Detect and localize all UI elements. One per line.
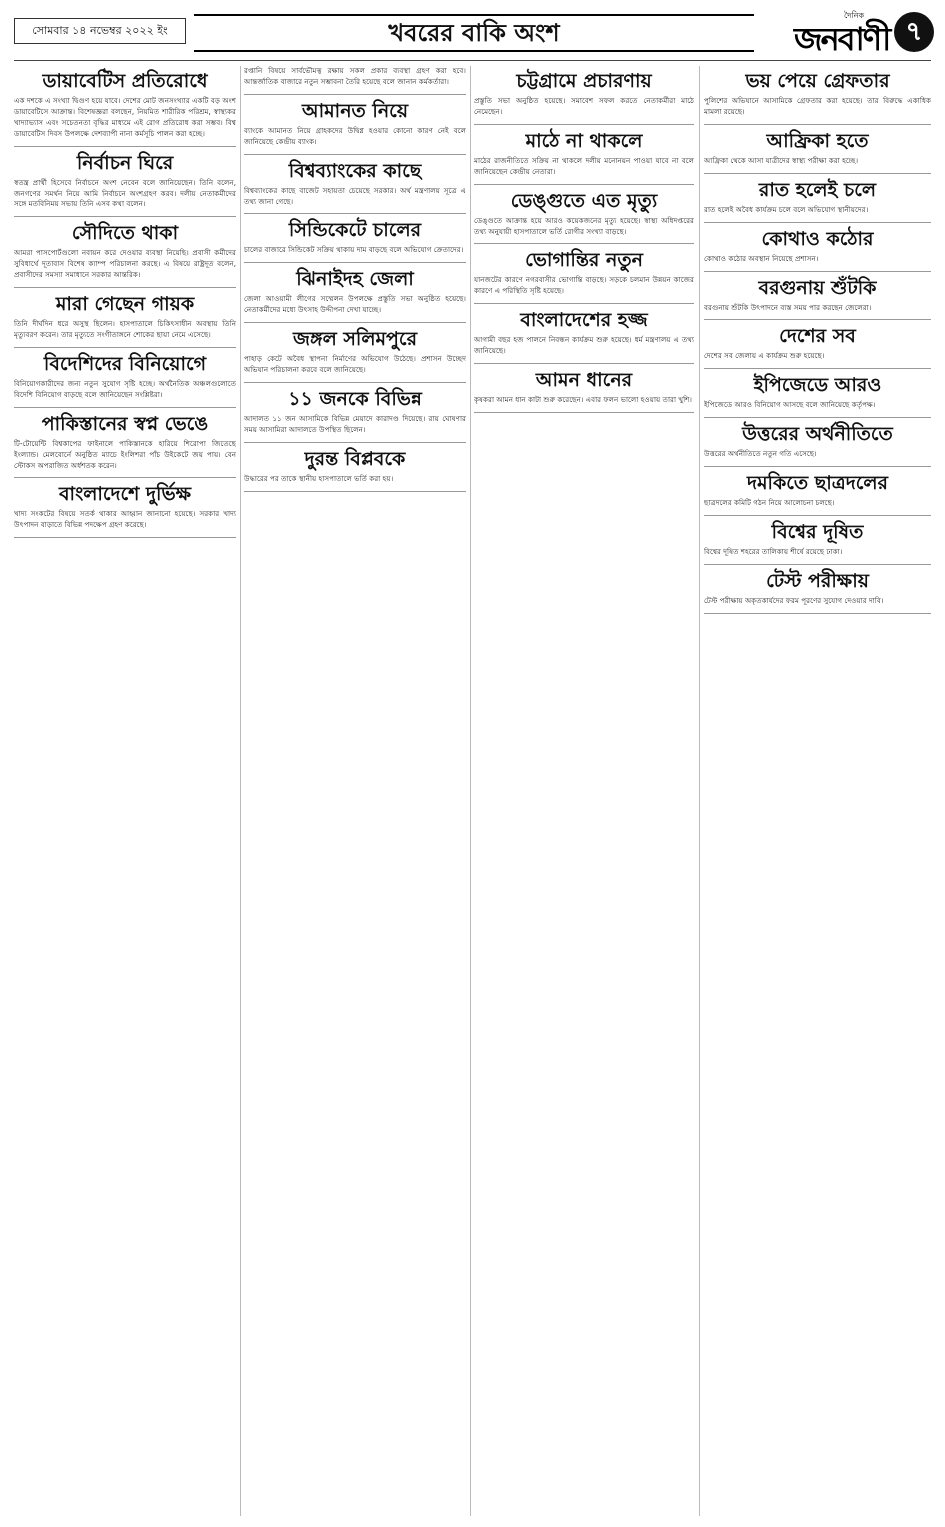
story-headline: আমন ধানের — [535, 369, 633, 392]
brand-name: জনবাণী — [794, 20, 890, 58]
story-body: বিশ্বব্যাংকের কাছে বাজেট সহায়তা চেয়েছে সরকার। অর্থ মন্ত্রণালয় সূত্রে এ তথ্য জানা গেছে। — [244, 185, 466, 206]
news-story — [704, 570, 931, 607]
story-body: যানজটের কারণে নগরবাসীর ভোগান্তি বাড়ছে। সড়কে চলমান উন্নয়ন কাজের কারণে এ পরিস্থিতি সৃষ্টি হয়েছে। — [474, 275, 694, 296]
story-headline: ডেঙ্গুতে এত মৃত্যু — [510, 189, 658, 212]
news-story — [14, 483, 236, 531]
story-separator — [244, 154, 466, 155]
story-separator — [704, 564, 931, 565]
header-rule — [14, 60, 931, 61]
news-story — [14, 152, 236, 211]
story-body: ছাত্রদলের কমিটি গঠন নিয়ে আলোচনা চলছে। — [704, 498, 835, 508]
story-headline: নির্বাচন ঘিরে — [76, 151, 174, 174]
story-body: ইপিজেডে আরও বিনিয়োগ আসছে বলে জানিয়েছে কর্তৃপক্ষ। — [704, 400, 876, 410]
story-body: খাদ্য সংকটের বিষয়ে সতর্ক থাকার আহ্বান জানানো হয়েছে। সরকার খাদ্য উৎপাদন বাড়াতে বিভিন্ন পদক্ষেপ গ্রহণ করেছে। — [14, 509, 236, 530]
story-body: কোথাও কঠোর অবস্থান নিয়েছে প্রশাসন। — [704, 253, 819, 263]
story-body: পাহাড় কেটে অবৈধ স্থাপনা নির্মাণের অভিযোগ উঠেছে। প্রশাসন উচ্ছেদ অভিযান পরিচালনা করবে বলে জানিয়েছে। — [244, 354, 466, 375]
story-separator — [14, 287, 236, 288]
story-headline: মাঠে না থাকলে — [525, 129, 643, 152]
section-banner — [194, 14, 754, 52]
column-divider — [470, 66, 471, 1516]
news-story — [704, 70, 931, 118]
story-body: উদ্ধারের পর তাকে স্থানীয় হাসপাতালে ভর্তি করা হয়। — [244, 473, 394, 483]
story-separator — [244, 322, 466, 323]
news-story — [474, 249, 694, 297]
news-story — [14, 353, 236, 401]
story-body: চালের বাজারে সিন্ডিকেট সক্রিয় থাকায় দাম বাড়ছে বলে অভিযোগ ক্রেতাদের। — [244, 245, 464, 255]
news-story — [474, 130, 694, 178]
story-separator — [474, 412, 694, 413]
story-headline: সৌদিতে থাকা — [71, 222, 179, 245]
issue-date: সোমবার ১৪ নভেম্বর ২০২২ ইং — [14, 18, 186, 44]
story-body: রাত হলেই অবৈধ কার্যক্রম চলে বলে অভিযোগ স্থানীয়দের। — [704, 204, 869, 214]
news-story — [704, 130, 931, 167]
story-body: স্বতন্ত্র প্রার্থী হিসেবে নির্বাচনে অংশ নেবেন বলে জানিয়েছেন। তিনি বলেন, জনগণের সমর্থন নিয়ে আমি নির্বাচনে অংশগ্রহণ করব। দলীয় নেতাকর্মীদের সঙ্গে মতবিনিময় সভায় তিনি এসব কথা বলেন। — [14, 177, 236, 209]
news-story — [474, 309, 694, 357]
news-story — [14, 293, 236, 341]
story-body: বিশ্বের দূষিত শহরের তালিকায় শীর্ষে রয়েছে ঢাকা। — [704, 547, 843, 557]
story-headline: বিশ্বের দূষিত — [771, 521, 864, 544]
news-story — [14, 413, 236, 472]
story-separator — [704, 368, 931, 369]
story-separator — [474, 184, 694, 185]
story-separator — [244, 213, 466, 214]
brand-prefix: দৈনিক — [844, 11, 865, 20]
story-headline: উত্তরের অর্থনীতিতে — [742, 423, 893, 446]
story-headline: ডায়াবেটিস প্রতিরোধে — [42, 70, 208, 92]
story-body: টি-টোয়েন্টি বিশ্বকাপের ফাইনালে পাকিস্তানকে হারিয়ে শিরোপা জিতেছে ইংল্যান্ড। মেলবোর্নে অনুষ্ঠিত ম্যাচে ইংলিশরা পাঁচ উইকেটে জয় পায়। বেন স্টোকস অপরাজিত অর্ধশতক করেন। — [14, 438, 236, 470]
news-story — [474, 369, 694, 406]
news-story — [244, 100, 466, 148]
story-body: ব্যাংকে আমানত নিয়ে গ্রাহকদের উদ্বিগ্ন হওয়ার কোনো কারণ নেই বলে জানিয়েছে কেন্দ্রীয় ব্যাংক। — [244, 125, 466, 146]
column-divider — [699, 66, 700, 1516]
column-2 — [244, 66, 466, 1516]
story-headline: দেশের সব — [779, 325, 856, 348]
news-story — [704, 179, 931, 216]
story-headline: বরগুনায় শুঁটকি — [758, 276, 877, 299]
story-body: জেলা আওয়ামী লীগের সম্মেলন উপলক্ষে প্রস্তুতি সভা অনুষ্ঠিত হয়েছে। নেতাকর্মীদের মধ্যে উৎসাহ উদ্দীপনা দেখা যাচ্ছে। — [244, 294, 466, 315]
story-body: বরগুনায় শুঁটকি উৎপাদনে ব্যস্ত সময় পার করছেন জেলেরা। — [704, 302, 872, 312]
story-headline: মারা গেছেন গায়ক — [55, 293, 195, 316]
story-separator — [474, 243, 694, 244]
news-story — [704, 374, 931, 411]
story-headline: বিদেশিদের বিনিয়োগে — [43, 352, 207, 375]
news-story — [244, 160, 466, 208]
story-body: রপ্তানি বিষয়ে সার্বভৌমত্ব রক্ষায় সকল প্রকার ব্যবস্থা গ্রহণ করা হবে। আন্তর্জাতিক বাজারে নতুন সম্ভাবনা তৈরি হয়েছে বলে জানান কর্মকর্তারা। — [244, 66, 466, 86]
story-separator — [244, 382, 466, 383]
news-story — [244, 219, 466, 256]
section-title: খবরের বাকি অংশ — [388, 18, 560, 47]
story-headline: আমানত নিয়ে — [301, 99, 409, 122]
story-separator — [704, 515, 931, 516]
news-story — [704, 472, 931, 509]
news-story — [474, 190, 694, 238]
news-story — [704, 521, 931, 558]
news-story — [474, 70, 694, 118]
story-headline: দমকিতে ছাত্রদলের — [747, 472, 888, 495]
story-headline: জঙ্গল সলিমপুরে — [292, 328, 418, 351]
story-body: মাঠের রাজনীতিতে সক্রিয় না থাকলে দলীয় মনোনয়ন পাওয়া যাবে না বলে জানিয়েছেন কেন্দ্রীয় নেতারা। — [474, 155, 694, 176]
masthead-logo — [774, 10, 934, 56]
story-headline: ভয় পেয়ে গ্রেফতার — [745, 70, 890, 92]
story-body: পুলিশের অভিযানে আসামিকে গ্রেফতার করা হয়েছে। তার বিরুদ্ধে একাধিক মামলা রয়েছে। — [704, 96, 931, 116]
story-headline: ১১ জনকে বিভিন্ন — [288, 387, 422, 410]
story-separator — [704, 417, 931, 418]
story-separator — [704, 271, 931, 272]
story-separator — [14, 477, 236, 478]
story-body: ডেঙ্গুতে আক্রান্ত হয়ে আরও কয়েকজনের মৃত্যু হয়েছে। স্বাস্থ্য অধিদপ্তরের তথ্য অনুযায়ী হাসপাতালে ভর্তি রোগীর সংখ্যা বাড়ছে। — [474, 215, 694, 236]
story-headline: সিন্ডিকেটে চালের — [288, 219, 422, 242]
story-body: দেশের সব জেলায় এ কার্যক্রম শুরু হয়েছে। — [704, 351, 825, 361]
story-separator — [704, 173, 931, 174]
story-headline: ইপিজেডে আরও — [753, 374, 882, 397]
news-story — [244, 268, 466, 316]
story-body: তিনি দীর্ঘদিন ধরে অসুস্থ ছিলেন। হাসপাতালে চিকিৎসাধীন অবস্থায় তিনি মৃত্যুবরণ করেন। তার মৃত্যুতে সংগীতাঙ্গনে শোকের ছায়া নেমে এসেছে। — [14, 319, 236, 339]
news-story — [244, 66, 466, 88]
story-separator — [474, 363, 694, 364]
story-body: টেস্ট পরীক্ষায় অকৃতকার্যদের ফরম পূরণের সুযোগ দেওয়ার দাবি। — [704, 595, 884, 605]
column-divider — [240, 66, 241, 1516]
story-separator — [244, 94, 466, 95]
story-headline: চট্টগ্রামে প্রচারণায় — [516, 70, 652, 92]
story-separator — [14, 407, 236, 408]
story-separator — [244, 491, 466, 492]
story-headline: ভোগান্তির নতুন — [525, 249, 643, 272]
news-story — [704, 228, 931, 265]
story-body: আমরা পাসপোর্টগুলো নবায়ন করে দেওয়ার ব্যবস্থা নিয়েছি। প্রবাসী কর্মীদের সুবিধার্থে দূতাবাস বিশেষ ক্যাম্প পরিচালনা করছে। এ বিষয়ে রাষ্ট্রদূত বলেন, প্রবাসীদের সমস্যা সমাধানে সরকার আন্তরিক। — [14, 248, 236, 280]
story-separator — [704, 613, 931, 614]
story-separator — [244, 262, 466, 263]
story-headline: পাকিস্তানের স্বপ্ন ভেঙে — [41, 412, 209, 435]
column-1 — [14, 66, 236, 1516]
column-3 — [474, 66, 694, 1516]
news-story — [14, 222, 236, 281]
news-story — [704, 325, 931, 362]
story-body: আদালত ১১ জন আসামিকে বিভিন্ন মেয়াদে কারাদণ্ড দিয়েছে। রায় ঘোষণার সময় আসামিরা আদালতে উপস্থিত ছিলেন। — [244, 413, 466, 434]
story-headline: বিশ্বব্যাংকের কাছে — [288, 159, 422, 182]
story-separator — [704, 124, 931, 125]
story-body: বিনিয়োগকারীদের জন্য নতুন সুযোগ সৃষ্টি হচ্ছে। অর্থনৈতিক অঞ্চলগুলোতে বিদেশি বিনিয়োগ বাড়ছে বলে জানিয়েছেন সংশ্লিষ্টরা। — [14, 378, 236, 399]
page-number: ৭ — [894, 12, 934, 52]
story-headline: বাংলাদেশে দুর্ভিক্ষ — [58, 483, 191, 506]
story-headline: দুরন্ত বিপ্লবকে — [304, 447, 406, 470]
news-story — [244, 388, 466, 436]
story-separator — [704, 319, 931, 320]
story-separator — [474, 303, 694, 304]
page-header — [14, 10, 931, 56]
column-4 — [704, 66, 931, 1516]
story-separator — [474, 124, 694, 125]
story-separator — [14, 347, 236, 348]
story-separator — [14, 216, 236, 217]
story-headline: বাংলাদেশের হজ্জ — [520, 309, 648, 332]
news-story — [244, 328, 466, 376]
story-headline: আফ্রিকা হতে — [766, 129, 869, 152]
story-body: আগামী বছর হজ পালনে নিবন্ধন কার্যক্রম শুরু হয়েছে। ধর্ম মন্ত্রণালয় এ তথ্য জানিয়েছে। — [474, 335, 694, 356]
story-body: আফ্রিকা থেকে আসা যাত্রীদের স্বাস্থ্য পরীক্ষা করা হচ্ছে। — [704, 155, 859, 165]
story-separator — [704, 222, 931, 223]
story-body: উত্তরের অর্থনীতিতে নতুন গতি এসেছে। — [704, 449, 817, 459]
story-separator — [244, 442, 466, 443]
news-story — [704, 423, 931, 460]
story-headline: রাত হলেই চলে — [758, 178, 877, 201]
story-separator — [704, 466, 931, 467]
newspaper-page — [14, 0, 931, 1527]
story-separator — [14, 537, 236, 538]
story-body: কৃষকরা আমন ধান কাটা শুরু করেছেন। এবার ফলন ভালো হওয়ায় তারা খুশি। — [474, 395, 692, 405]
story-headline: কোথাও কঠোর — [761, 227, 874, 250]
story-body: এক দশকে এ সংখ্যা দ্বিগুণ হয়ে যাবে। দেশের মোট জনসংখ্যার একটি বড় অংশ ডায়াবেটিসে আক্রান্ত। বিশেষজ্ঞরা বলছেন, নিয়মিত শারীরিক পরিশ্রম, স্বাস্থ্যকর খাদ্যাভ্যাস এবং সচেতনতা বৃদ্ধির মাধ্যমে এই রোগ প্রতিরোধ করা সম্ভব। বিশ্ব ডায়াবেটিস দিবস উপলক্ষে দেশব্যাপী নানা কর্মসূচি পালন করা হচ্ছে। — [14, 96, 236, 138]
story-headline: টেস্ট পরীক্ষায় — [766, 569, 869, 592]
news-story — [14, 70, 236, 140]
news-story — [704, 277, 931, 314]
story-separator — [14, 146, 236, 147]
story-headline: ঝিনাইদহ জেলা — [296, 268, 414, 291]
news-story — [244, 448, 466, 485]
story-body: প্রস্তুতি সভা অনুষ্ঠিত হয়েছে। সমাবেশ সফল করতে নেতাকর্মীরা মাঠে নেমেছেন। — [474, 96, 694, 116]
